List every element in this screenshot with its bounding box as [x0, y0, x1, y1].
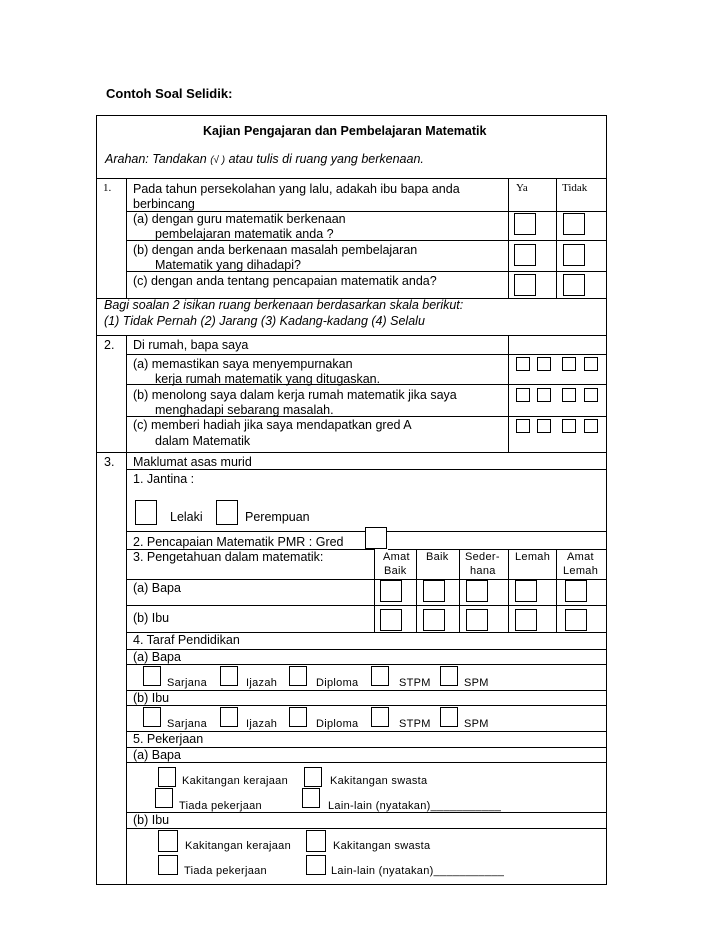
mother-job-private-label: Kakitangan swasta — [333, 840, 431, 852]
mother-job-other-label[interactable]: Lain-lain (nyatakan)___________ — [331, 865, 505, 877]
mother-edu-stpm-label: STPM — [399, 718, 431, 730]
q1b-text-cont: Matematik yang dihadapi? — [155, 258, 301, 272]
q2-number: 2. — [104, 338, 115, 352]
education-father-label: (a) Bapa — [133, 650, 181, 664]
q2-text: Di rumah, bapa saya — [133, 338, 249, 352]
mother-edu-diploma-checkbox[interactable] — [289, 707, 307, 727]
q1a-no-checkbox[interactable] — [563, 213, 585, 235]
education-label: 4. Taraf Pendidikan — [133, 633, 240, 647]
q2b-scale-1[interactable] — [516, 388, 530, 402]
father-job-other-label[interactable]: Lain-lain (nyatakan)___________ — [328, 800, 502, 812]
q1a-text-cont: pembelajaran matematik anda ? — [155, 227, 334, 241]
pmr-label: 2. Pencapaian Matematik PMR : Gred — [133, 535, 344, 549]
mother-knowledge-lemah[interactable] — [515, 609, 537, 631]
father-knowledge-lemah[interactable] — [515, 580, 537, 602]
q2b-text: (b) menolong saya dalam kerja rumah matematik jika saya — [133, 388, 457, 402]
instruction-text: Arahan: Tandakan (√ ) atau tulis di ruang yang berkenaan. — [105, 152, 424, 166]
father-edu-diploma-checkbox[interactable] — [289, 666, 307, 686]
mother-job-other-checkbox[interactable] — [306, 855, 326, 875]
father-job-gov-label: Kakitangan kerajaan — [182, 775, 288, 787]
mother-job-gov-checkbox[interactable] — [158, 830, 178, 852]
mother-knowledge-sederhana[interactable] — [466, 609, 488, 631]
father-job-other-checkbox[interactable] — [302, 788, 320, 808]
q1c-no-checkbox[interactable] — [563, 274, 585, 296]
q1-text: Pada tahun persekolahan yang lalu, adakah ibu bapa anda — [133, 182, 460, 196]
father-job-private-checkbox[interactable] — [304, 767, 322, 787]
q2a-scale-1[interactable] — [516, 357, 530, 371]
col-amat-baik: Amat — [383, 551, 410, 563]
q1c-yes-checkbox[interactable] — [514, 274, 536, 296]
col-yes-header: Ya — [516, 182, 528, 194]
q1b-text: (b) dengan anda berkenaan masalah pembelajaran — [133, 243, 418, 257]
q2a-text: (a) memastikan saya menyempurnakan — [133, 357, 353, 371]
mother-edu-spm-label: SPM — [464, 718, 489, 730]
education-mother-label: (b) Ibu — [133, 691, 170, 705]
mother-edu-ijazah-label: Ijazah — [246, 718, 278, 730]
mother-job-gov-label: Kakitangan kerajaan — [185, 840, 291, 852]
form-title: Kajian Pengajaran dan Pembelajaran Matematik — [203, 124, 487, 138]
mother-job-none-checkbox[interactable] — [158, 855, 178, 875]
q2b-scale-3[interactable] — [562, 388, 576, 402]
q1b-no-checkbox[interactable] — [563, 244, 585, 266]
father-edu-spm-checkbox[interactable] — [440, 666, 458, 686]
col-no-header: Tidak — [562, 182, 588, 194]
mother-job-none-label: Tiada pekerjaan — [184, 865, 267, 877]
father-job-none-checkbox[interactable] — [155, 788, 173, 808]
q2c-scale-3[interactable] — [562, 419, 576, 433]
mother-edu-sarjana-checkbox[interactable] — [143, 707, 161, 727]
q3-number: 3. — [104, 455, 115, 469]
knowledge-mother-label: (b) Ibu — [133, 611, 170, 625]
col-sederhana: Seder- — [465, 551, 500, 563]
knowledge-label: 3. Pengetahuan dalam matematik: — [133, 550, 324, 564]
gender-label: 1. Jantina : — [133, 472, 195, 486]
father-knowledge-sederhana[interactable] — [466, 580, 488, 602]
q1-number: 1. — [103, 182, 112, 194]
mother-edu-spm-checkbox[interactable] — [440, 707, 458, 727]
q1a-text: (a) dengan guru matematik berkenaan — [133, 212, 346, 226]
q2a-scale-4[interactable] — [584, 357, 598, 371]
tick-mark: (√ ) — [210, 155, 226, 166]
q1c-text: (c) dengan anda tentang pencapaian matematik anda? — [133, 274, 437, 288]
col-lemah: Lemah — [515, 551, 551, 563]
q1a-yes-checkbox[interactable] — [514, 213, 536, 235]
job-label: 5. Pekerjaan — [133, 732, 204, 746]
q2c-scale-4[interactable] — [584, 419, 598, 433]
q3-text: Maklumat asas murid — [133, 455, 252, 469]
father-knowledge-amat-baik[interactable] — [380, 580, 402, 602]
father-edu-ijazah-label: Ijazah — [246, 677, 278, 689]
father-edu-stpm-label: STPM — [399, 677, 431, 689]
mother-knowledge-amat-lemah[interactable] — [565, 609, 587, 631]
q2a-scale-2[interactable] — [537, 357, 551, 371]
q2b-text-cont: menghadapi sebarang masalah. — [155, 403, 334, 417]
gender-female-checkbox[interactable] — [216, 500, 238, 525]
father-edu-ijazah-checkbox[interactable] — [220, 666, 238, 686]
q2c-scale-1[interactable] — [516, 419, 530, 433]
mother-edu-stpm-checkbox[interactable] — [371, 707, 389, 727]
job-father-label: (a) Bapa — [133, 748, 181, 762]
father-job-gov-checkbox[interactable] — [158, 767, 176, 787]
father-edu-sarjana-label: Sarjana — [167, 677, 208, 689]
father-edu-stpm-checkbox[interactable] — [371, 666, 389, 686]
job-mother-label: (b) Ibu — [133, 813, 170, 827]
q1b-yes-checkbox[interactable] — [514, 244, 536, 266]
father-knowledge-amat-lemah[interactable] — [565, 580, 587, 602]
mother-edu-diploma-label: Diploma — [316, 718, 359, 730]
mother-edu-sarjana-label: Sarjana — [167, 718, 208, 730]
father-edu-spm-label: SPM — [464, 677, 489, 689]
col-amat-lemah: Amat — [567, 551, 594, 563]
q2c-text-cont: dalam Matematik — [155, 434, 251, 448]
father-edu-sarjana-checkbox[interactable] — [143, 666, 161, 686]
page-heading: Contoh Soal Selidik: — [106, 86, 233, 101]
mother-knowledge-amat-baik[interactable] — [380, 609, 402, 631]
mother-knowledge-baik[interactable] — [423, 609, 445, 631]
q2a-scale-3[interactable] — [562, 357, 576, 371]
mother-edu-ijazah-checkbox[interactable] — [220, 707, 238, 727]
col-amat-baik-2: Baik — [384, 565, 407, 577]
scale-note: Bagi soalan 2 isikan ruang berkenaan berdasarkan skala berikut: — [104, 298, 464, 312]
col-amat-lemah-2: Lemah — [563, 565, 599, 577]
q2a-text-cont: kerja rumah matematik yang ditugaskan. — [155, 372, 381, 386]
col-sederhana-2: hana — [470, 565, 496, 577]
q1-text-cont: berbincang — [133, 197, 195, 211]
col-baik: Baik — [426, 551, 449, 563]
q2b-scale-4[interactable] — [584, 388, 598, 402]
q2c-text: (c) memberi hadiah jika saya mendapatkan gred A — [133, 418, 412, 432]
gender-male-label: Lelaki — [170, 510, 203, 524]
scale-note-values: (1) Tidak Pernah (2) Jarang (3) Kadang-kadang (4) Selalu — [104, 314, 425, 328]
father-knowledge-baik[interactable] — [423, 580, 445, 602]
q2c-scale-2[interactable] — [537, 419, 551, 433]
father-edu-diploma-label: Diploma — [316, 677, 359, 689]
pmr-grade-input[interactable] — [365, 527, 387, 549]
knowledge-father-label: (a) Bapa — [133, 581, 181, 595]
q2b-scale-2[interactable] — [537, 388, 551, 402]
father-job-none-label: Tiada pekerjaan — [179, 800, 262, 812]
mother-job-private-checkbox[interactable] — [306, 830, 326, 852]
gender-female-label: Perempuan — [245, 510, 310, 524]
father-job-private-label: Kakitangan swasta — [330, 775, 428, 787]
gender-male-checkbox[interactable] — [135, 500, 157, 525]
